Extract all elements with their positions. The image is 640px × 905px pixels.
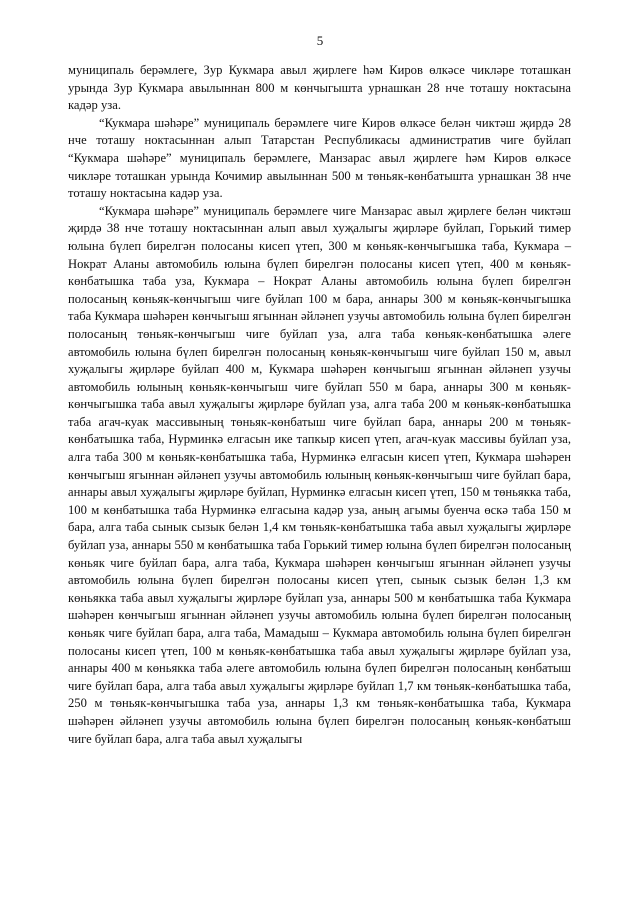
paragraph-boundary-manzaras: “Кукмара шәһәре” муниципаль берәмлеге чиге Манзарас авыл җирлеге белән чиктәш җирдә 38 нче тоташу ноктасыннан алып авыл хуҗалыгы җирләре буйлап, Горький тимер юлына бүлеп бирелгән полосаны кисеп үтеп, 300 м көньяк-көнчыгышка таба, Кукмара – Нократ Аланы автомобиль юлына бүлеп бирелгән полосаны кисеп үтеп, 400 м көньяк-көнбатышка таба уза, Кукмара – Нократ Аланы автомобиль юлына бүлеп бирелгән полосаның көньяк-көнчыгыш чиге буйлап 100 м бара, аннары 300 м көньяк-көнчыгышка таба Кукмара шәһәрен көнчыгыш ягыннан әйләнеп узучы автомобиль юлына бүлеп бирелгән полосаның төньяк-көнчыгыш чиге буйлап уза, алга таба көньяк-көнбатышка әлеге автомобиль юлына бүлеп бирелгән полосаның көньяк-көнчыгыш чиге буйлап 150 м, авыл хуҗалыгы җирләре буйлап 400 м, Кукмара шәһәрен көнчыгыш ягыннан әйләнеп узучы автомобиль юлының көньяк-көнчыгыш чиге буйлап 550 м бара, аннары 300 м көньяк-көнчыгышка таба авыл хуҗалыгы җирләре буйлап уза, алга таба 200 м көньяк-көнбатышка таба агач-куак массивының төньяк-көнбатыш чиге буйлап бара, аннары 200 м төньяк-көнбатышка таба, Нурминкә елгасын ике тапкыр кисеп үтеп, агач-куак массивы буйлап уза, алга таба 300 м көньяк-көнбатышка таба, Нурминкә елгасын кисеп үтеп, Кукмара шәһәрен көнчыгыш ягыннан әйләнеп узучы автомобиль юлының көньяк-көнчыгыш чиге буйлап бара, аннары авыл хуҗалыгы җирләре буйлап, Нурминкә елгасын кисеп үтеп, 150 м төньякка таба, 100 м көнбатышка таба Нурминкә елгасына кадәр уза, аның агымы буенча өскә таба 150 м бара, алга таба сынык сызык белән 1,4 км төньяк-көнбатышка таба авыл хуҗалыгы җирләре буйлап уза, аннары 550 м көнбатышка таба Горький тимер юлына бүлеп бирелгән полосаның көньяк чиге буйлап бара, алга таба, Кукмара шәһәрен көнчыгыш ягыннан әйләнеп узучы автомобиль юлына бүлеп бирелгән полосаны кисеп үтеп, сынык сызык белән 1,3 км көньякка таба авыл хуҗалыгы җирләре буйлап уза, аннары 500 м көнбатышка таба Кукмара шәһәрен көнчыгыш ягыннан әйләнеп узучы автомобиль юлына бүлеп бирелгән полосаның көньяк чиге буйлап бара, алга таба, Мамадыш – Кукмара автомобиль юлына бүлеп бирелгән полосаны кисеп үтеп, 100 м көньяк-көнбатышка таба авыл хуҗалыгы җирләре буйлап уза, аннары 400 м көньякка таба әлеге автомобиль юлына бүлеп бирелгән полосаның көнбатыш чиге буйлап бара, алга таба авыл хуҗалыгы җирләре буйлап 1,7 км төньяк-көнбатышка таба, 250 м төньяк-көнчыгышка таба уза, аннары 1,3 км төньяк-көнбатышка таба, Кукмара шәһәрен әйләнеп узучы автомобиль юлына бүлеп бирелгән полосаның көньяк-көнбатыш чиге буйлап бара, алга таба авыл хуҗалыгы [68, 203, 571, 746]
paragraph-continuation: муниципаль берәмлеге, Зур Кукмара авыл җирлеге һәм Киров өлкәсе чикләре тоташкан урында Зур Кукмара авылыннан 800 м көнчыгышта урнашкан 28 нче тоташу ноктасына кадәр уза. [68, 63, 571, 113]
paragraph-boundary-kirov: “Кукмара шәһәре” муниципаль берәмлеге чиге Киров өлкәсе белән чиктәш җирдә 28 нче тоташу ноктасыннан алып Татарстан Республикасы административ чиге буйлап “Кукмара шәһәре” муниципаль берәмлеге, Манзарас авыл җирлеге һәм Киров өлкәсе чикләре тоташкан урында Кочимир авылыннан 500 м төньяк-көнбатышта урнашкан 38 нче тоташу ноктасына кадәр уза. [68, 115, 571, 201]
document-body [68, 62, 571, 748]
page-number: 5 [316, 33, 324, 48]
